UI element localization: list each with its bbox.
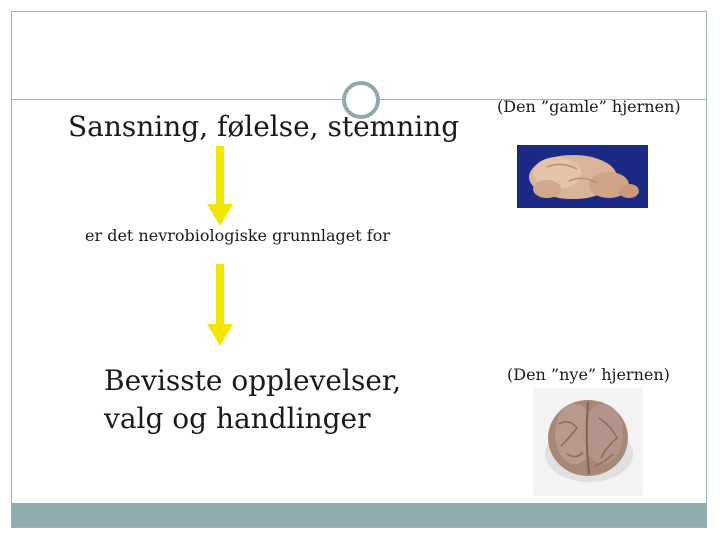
footer-bar [12,503,706,527]
old-brain-drawing [517,145,648,208]
sensing-text: Sansning, følelse, stemning [68,110,460,143]
basis-text: er det nevrobiologiske grunnlaget for [85,226,390,245]
old-brain-image [517,145,648,208]
old-brain-caption: (Den ”gamle” hjernen) [497,97,681,116]
new-brain-drawing [533,388,643,496]
new-brain-caption: (Den ”nye” hjernen) [507,365,670,384]
down-arrow-icon [207,146,233,226]
conscious-experience-text: Bevisste opplevelser, valg og handlinger [104,364,402,435]
new-brain-image [533,388,643,496]
down-arrow-icon [207,264,233,346]
